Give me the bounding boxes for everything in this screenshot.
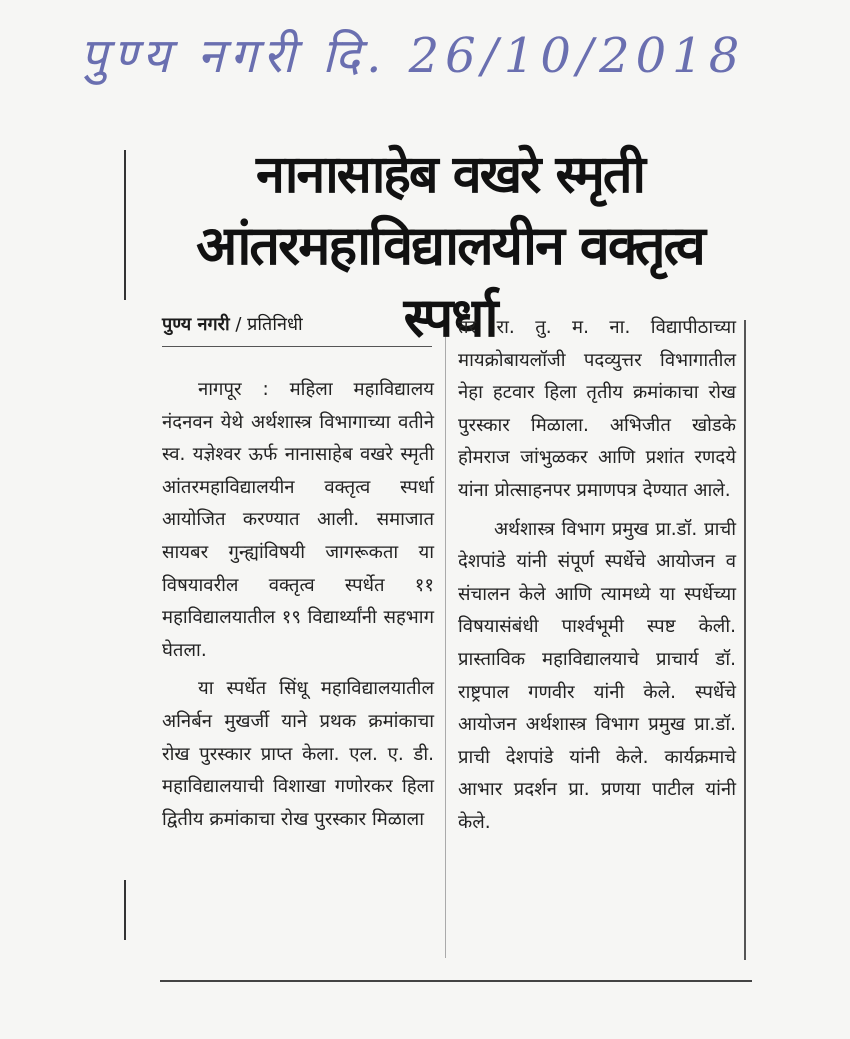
article-column-1 (162, 374, 434, 842)
byline-separator: / (229, 314, 248, 335)
article-paragraph: या स्पर्धेत सिंधू महाविद्यालयातील अनिर्बन मुखर्जी याने प्रथक क्रमांकाचा रोख पुरस्कार प्राप्त केला. एल. ए. डी. महाविद्यालयाची विशाखा गणोरकर हिला द्वितीय क्रमांकाचा रोख पुरस्कार मिळाला (162, 678, 434, 830)
headline-line-1: नानासाहेब वखरे स्मृती (256, 145, 644, 205)
article-column-2 (458, 312, 736, 846)
article-paragraph: अर्थशास्त्र विभाग प्रमुख प्रा.डॉ. प्राची देशपांडे यांनी संपूर्ण स्पर्धेचे आयोजन व संचालन केले आणि त्यामध्ये या स्पर्धेच्या विषयासंबंधी पार्श्वभूमी स्पष्ट केली. प्रास्ताविक महाविद्यालयाचे प्राचार्य डॉ. राष्ट्रपाल गणवीर यांनी केले. स्पर्धेचे आयोजन अर्थशास्त्र विभाग प्रमुख प्रा.डॉ. प्राची देशपांडे यांनी केले. कार्यक्रमाचे आभार प्रदर्शन प्रा. प्रणया पाटील यांनी केले. (458, 518, 736, 833)
handwritten-date-note: पुण्य नगरी दि. 26/10/2018 (80, 28, 746, 84)
byline (162, 312, 432, 347)
clipping-border-left (124, 150, 126, 300)
clipping-bottom-rule (160, 980, 752, 982)
column-divider (445, 318, 446, 958)
byline-reporter: प्रतिनिधी (247, 314, 303, 335)
clipping-border-left-lower (124, 880, 126, 940)
clipping-border-right (744, 320, 746, 960)
byline-paper: पुण्य नगरी (162, 314, 230, 335)
article-paragraph: नागपूर : महिला महाविद्यालय नंदनवन येथे अर्थशास्त्र विभागाच्या वतीने स्व. यज्ञेश्वर ऊर्फ नानासाहेब वखरे स्मृती आंतरमहाविद्यालयीन वक्तृत्व स्पर्धा आयोजित करण्यात आली. समाजात सायबर गुन्ह्यांविषयी जागरूकता या विषयावरील वक्तृत्व स्पर्धेत ११ महाविद्यालयातील १९ विद्यार्थ्यांनी सहभाग घेतला. (162, 379, 434, 661)
headline-line-2: आंतरमहाविद्यालयीन वक्तृत्व स्पर्धा (196, 214, 704, 349)
article-paragraph: तर रा. तु. म. ना. विद्यापीठाच्या मायक्रोबायलॉजी पदव्युत्तर विभागातील नेहा हटवार हिला तृतीय क्रमांकाचा रोख पुरस्कार मिळाला. अभिजीत खोडके होमराज जांभुळकर आणि प्रशांत रणदये यांना प्रोत्साहनपर प्रमाणपत्र देण्यात आले. (458, 317, 736, 501)
